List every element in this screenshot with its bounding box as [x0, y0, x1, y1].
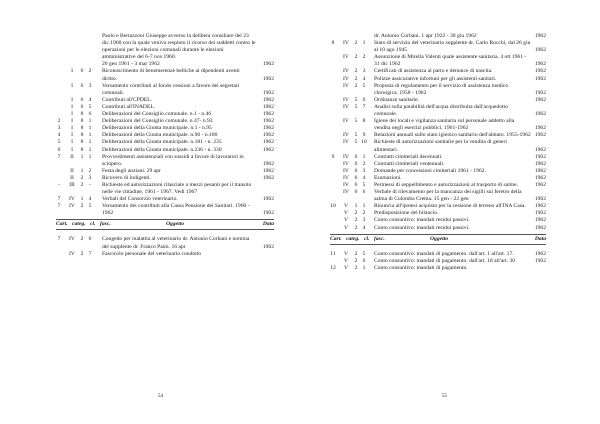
- entry-cl: 8: [80, 125, 84, 132]
- entry-subject: 20 gen 1961 - 3 mar 1962: [102, 61, 160, 68]
- entry-categ: IV: [343, 103, 349, 110]
- header-cl: cl.: [364, 235, 370, 242]
- entry-cl: 2: [354, 250, 358, 257]
- entry-subject: Assunzione di Mirella Valenti quale assistente sanitaria. 4 ott 1961 - 31 dic 1962: [374, 54, 527, 68]
- entry-fasc: 7: [362, 103, 366, 110]
- page-number-left: 54: [158, 394, 163, 399]
- entry-subject: Festa degli anziani. 29 apr: [102, 167, 161, 174]
- header-oggetto: Oggetto: [430, 235, 449, 242]
- entry-row: [330, 33, 546, 40]
- entry-row: [56, 83, 274, 97]
- entry-categ: IV: [343, 160, 349, 167]
- entry-subject: Deliberazioni della Giunta municipale. n.1 - n.95: [102, 125, 212, 132]
- entry-date: 1962: [262, 167, 274, 174]
- entry-categ: I: [71, 96, 73, 103]
- entry-row: [56, 182, 274, 196]
- entry-row: [56, 139, 274, 146]
- entry-row: [330, 203, 546, 210]
- entry-subject: Polizze assicurative infortuni per gli assistenti sanitari.: [374, 75, 497, 82]
- entry-date: 1962: [534, 33, 546, 39]
- entry-date: 1962: [534, 146, 546, 153]
- entry-cart: 7: [57, 196, 61, 203]
- entry-fasc: 4: [362, 174, 366, 181]
- entry-cl: 6: [80, 96, 84, 103]
- entry-fasc: 6: [362, 257, 366, 264]
- entry-fasc: 1: [362, 40, 366, 47]
- entry-fasc: 6: [88, 111, 92, 118]
- entry-subject: Rinuncia all'ipotesi acquisto per la cessione di terreno all'INA Casa.: [374, 203, 526, 210]
- entry-subject: Richieste di autorizzazioni sanitarie per la vendita di generi alimentari.: [374, 139, 507, 153]
- right-column-header: [330, 234, 546, 245]
- entry-row: [330, 97, 546, 104]
- entry-subject: Contratti cimiteriali ventennali.: [374, 160, 445, 167]
- header-categ: categ.: [72, 221, 86, 228]
- entry-row: [330, 258, 546, 265]
- entry-fasc: 1: [88, 153, 92, 160]
- entry-fasc: 1: [88, 125, 92, 132]
- entry-row: [330, 265, 546, 272]
- entry-fasc: 6: [362, 189, 366, 196]
- entry-row: [330, 175, 546, 182]
- entry-date: 1962: [534, 61, 546, 68]
- entry-cl: 6: [354, 174, 358, 181]
- entry-cl: 2: [80, 174, 84, 181]
- entry-subject: Versamento contributi al fondo cessioni a favore dei segretari comunali.: [102, 82, 240, 96]
- entry-categ: I: [71, 125, 73, 132]
- entry-cl: 2: [354, 217, 358, 224]
- entry-fasc: 2: [362, 54, 366, 61]
- entry-row: [56, 97, 274, 104]
- entry-cart: 7: [57, 203, 61, 210]
- entry-cl: 2: [354, 210, 358, 217]
- entry-row: [330, 168, 546, 175]
- entry-subject: Riconoscimento di benemerenze belliche ai dipendenti aventi diritto.: [102, 68, 240, 82]
- entry-fasc: 1: [88, 118, 92, 125]
- entry-categ: IV: [69, 250, 75, 257]
- entry-categ: I: [71, 132, 73, 139]
- entry-subject: Certificati di assistenza al parto e denunce di nascita.: [374, 68, 493, 75]
- entry-row: [330, 83, 546, 97]
- entry-fasc: 5: [88, 103, 92, 110]
- entry-subject: Verbali del Consorzio veterinario.: [102, 196, 178, 203]
- entry-fasc: 1: [362, 203, 366, 210]
- entry-categ: IV: [69, 236, 75, 243]
- entry-row: [56, 104, 274, 111]
- entry-subject: Verbale di rilevamento per la mancanza dei sigilli sul feretro della salma di Colomba Crema. 15 gen - 22 gen: [374, 189, 522, 203]
- entry-categ: I: [71, 118, 73, 125]
- entry-cl: 2: [80, 250, 84, 257]
- left-entries: [56, 33, 274, 217]
- entry-date: 1962: [262, 210, 274, 217]
- entry-date: 1962: [534, 132, 546, 139]
- entry-cl: 8: [80, 146, 84, 153]
- entry-subject: Proposta di regolamento per il servizio di assistenza medico chirurgica. 1958 - 1962: [374, 82, 509, 96]
- entry-row: [56, 168, 274, 175]
- entry-subject: Igiene dei locali e vigilanza sanitaria sul personale addetto alla vendita negli esercizi pubblici. 1961-1962: [374, 118, 515, 132]
- entry-cl: 2: [354, 40, 358, 47]
- entry-date: 1962: [262, 146, 274, 153]
- entry-cart: 10: [330, 203, 336, 210]
- entry-cl: 6: [80, 82, 84, 89]
- entry-cart: 5: [57, 139, 61, 146]
- entry-date: 1962: [534, 111, 546, 118]
- entry-subject: Conto consuntivo: mandati di pagamento. dall'art. 18 all'art. 30: [374, 257, 516, 264]
- entry-subject: Versamento dei contributi alla Cassa Pensione dei Sanitari. 1960 - 1962: [102, 203, 250, 217]
- entry-cl: 5: [354, 132, 358, 139]
- entry-categ: IV: [343, 139, 349, 146]
- entry-date: 1962: [262, 75, 274, 82]
- entry-date: 1962: [534, 153, 546, 160]
- entry-row: [330, 251, 546, 258]
- entry-date: 1962: [534, 210, 546, 217]
- entry-date: 1962: [534, 196, 546, 203]
- entry-row: [330, 182, 546, 189]
- entry-categ: IV: [343, 118, 349, 125]
- entry-fasc: 1: [88, 146, 92, 153]
- entry-categ: IV: [343, 96, 349, 103]
- entry-categ: II: [70, 167, 74, 174]
- entry-row: [330, 104, 546, 118]
- entry-subject: Fascicolo personale del veterinario condotto: [102, 250, 202, 257]
- entry-subject: Deliberazioni della Giunta municipale. n.96 - n.180: [102, 132, 218, 139]
- entry-categ: V: [343, 203, 349, 210]
- entry-date: 1962: [262, 103, 274, 110]
- entry-row: [330, 76, 546, 83]
- entry-row: [56, 251, 274, 258]
- right-entries: [330, 33, 546, 232]
- entry-fasc: 4: [362, 224, 366, 231]
- entry-fasc: 3: [362, 217, 366, 224]
- entry-cl: 6: [354, 189, 358, 196]
- entry-date: 1962: [262, 132, 274, 139]
- entry-subject: Contributi all'INADEL.: [102, 103, 156, 110]
- entry-subject: Domande per concessioni cimiteriali 1961 - 1962.: [374, 167, 487, 174]
- entry-categ: I: [71, 82, 73, 89]
- entry-categ: V: [343, 224, 349, 231]
- entry-cart: 9: [331, 153, 335, 160]
- entry-categ: IV: [343, 174, 349, 181]
- entry-categ: IV: [343, 82, 349, 89]
- entry-fasc: 5: [362, 181, 366, 188]
- entry-row: [330, 210, 546, 217]
- entry-cl: 1: [80, 153, 84, 160]
- entry-cl: 2: [354, 264, 358, 271]
- entry-cl: 6: [354, 160, 358, 167]
- entry-row: [330, 189, 546, 203]
- entry-cart: 3: [57, 125, 61, 132]
- entry-date: 1962: [534, 257, 546, 264]
- entry-fasc: -: [89, 181, 91, 188]
- entry-row: [56, 118, 274, 125]
- entry-fasc: 3: [88, 174, 92, 181]
- entry-cl: 2: [354, 257, 358, 264]
- entry-cl: 1: [80, 196, 84, 203]
- entry-subject: Esumazioni.: [374, 174, 402, 181]
- entry-cl: 2: [354, 54, 358, 61]
- entry-subject: Stato di servizio del veterinario supplente dr. Carlo Rocchi, dal 26 giu al 10 ago 1945: [374, 40, 531, 54]
- header-oggetto: Oggetto: [166, 221, 185, 228]
- entry-row: [56, 33, 274, 61]
- entry-categ: V: [343, 257, 349, 264]
- entry-fasc: 1: [88, 132, 92, 139]
- entry-cart: 6: [57, 146, 61, 153]
- entry-date: 1962: [534, 250, 546, 257]
- entry-cl: 5: [354, 139, 358, 146]
- entry-row: [330, 68, 546, 75]
- page-number-right: 55: [442, 394, 447, 399]
- entry-categ: IV: [343, 75, 349, 82]
- header-cart: Cart.: [56, 221, 68, 228]
- entry-subject: Permessi di seppellimento e autorizzazioni al trasporto di salme.: [374, 181, 518, 188]
- entry-subject: Contratti cimiteriali decennali.: [374, 153, 443, 160]
- entry-date: 1962: [534, 96, 546, 103]
- entry-categ: II: [70, 153, 74, 160]
- entry-cart: 8: [331, 40, 335, 47]
- entry-date: 1962: [262, 125, 274, 132]
- entry-subject: Congedo per malattia al veterinario dr. Antonio Corbani e nomina del supplente dr. Franco Paini. 16 apr: [102, 236, 250, 250]
- entry-fasc: 5: [362, 82, 366, 89]
- entry-date: 1962: [262, 160, 274, 167]
- entry-date: 1962: [534, 181, 546, 188]
- entry-date: 1962: [262, 243, 274, 250]
- entry-date: 1962: [534, 217, 546, 224]
- entry-fasc: 8: [362, 118, 366, 125]
- entry-subject: Conto consuntivo: mandati di pagamento. dall'art. 1 all'art. 17.: [374, 250, 514, 257]
- left-page: [56, 33, 274, 258]
- entry-row: [330, 154, 546, 161]
- entry-row: [330, 139, 546, 153]
- entry-date: 1962: [534, 68, 546, 75]
- entry-categ: IV: [343, 132, 349, 139]
- entry-categ: V: [343, 210, 349, 217]
- entry-date: 1962: [262, 111, 274, 118]
- entry-subject: Ricovero di indigenti.: [102, 174, 151, 181]
- entry-fasc: 1: [362, 153, 366, 160]
- entry-date: 1962: [534, 125, 546, 132]
- entry-cl: 2: [354, 68, 358, 75]
- right-entries-continued: [330, 251, 546, 272]
- entry-fasc: 6: [88, 236, 92, 243]
- entry-fasc: 3: [362, 167, 366, 174]
- entry-categ: IV: [343, 181, 349, 188]
- entry-cl: 6: [354, 181, 358, 188]
- entry-cl: 8: [80, 132, 84, 139]
- entry-date: 1962: [534, 167, 546, 174]
- entry-date: 1962: [262, 61, 274, 68]
- header-fasc: fasc.: [100, 221, 111, 228]
- entry-row: [56, 147, 274, 154]
- entry-row: [56, 125, 274, 132]
- entry-categ: IV: [343, 153, 349, 160]
- entry-cl: 2: [80, 181, 84, 188]
- entry-subject: Contributi all'CPDEL.: [102, 96, 153, 103]
- entry-row: [330, 118, 546, 132]
- entry-categ: V: [343, 217, 349, 224]
- entry-row: [56, 111, 274, 118]
- entry-cl: 6: [354, 167, 358, 174]
- entry-cl: 8: [80, 139, 84, 146]
- entry-row: [330, 132, 546, 139]
- entry-row: [56, 68, 274, 82]
- entry-categ: IV: [343, 40, 349, 47]
- entry-categ: III: [69, 181, 75, 188]
- entry-cl: 6: [80, 103, 84, 110]
- entry-subject: Deliberazioni della Giunta municipale. n.181 - n. 235: [102, 139, 222, 146]
- entry-cl: 5: [354, 103, 358, 110]
- entry-row: [56, 236, 274, 250]
- entry-date: 1962: [262, 118, 274, 125]
- entry-date: 1962: [262, 196, 274, 203]
- entry-date: 1962: [534, 160, 546, 167]
- entry-date: 1962: [534, 47, 546, 54]
- entry-row: [56, 132, 274, 139]
- entry-fasc: 5: [88, 203, 92, 210]
- entry-categ: I: [71, 111, 73, 118]
- header-fasc: fasc.: [374, 235, 385, 242]
- entry-row: [330, 225, 546, 232]
- entry-subject: Predisposizione del bilancio.: [374, 210, 439, 217]
- entry-cl: 6: [80, 68, 84, 75]
- entry-subject: Conto consuntivo: mandati residui passivi.: [374, 217, 470, 224]
- entry-categ: II: [70, 174, 74, 181]
- entry-subject: Paolo e Bertazzoni Giuseppe avverso la delibera consiliare del 23 dic.1960 con la quale veniva respinto il ricorso dei suddetti contro le operazioni per le elezioni comunali durante le elezioni amministrative del 6-7 nov.1960.: [102, 33, 256, 61]
- entry-cl: 1: [80, 167, 84, 174]
- entry-row: [56, 175, 274, 182]
- entry-fasc: 6: [362, 96, 366, 103]
- entry-categ: IV: [343, 54, 349, 61]
- entry-subject: Deliberazioni della Giunta municipale. n.236 - n. 330: [102, 146, 222, 153]
- entry-fasc: 2: [88, 68, 92, 75]
- header-categ: categ.: [346, 235, 360, 242]
- entry-subject: Analisi sulla potabilità dell'acqua distribuita dall'acquedotto comunale.: [374, 103, 508, 118]
- header-data: Data: [534, 235, 546, 242]
- entry-cart: 11: [330, 250, 336, 257]
- entry-subject: Relazioni annuali sullo stato igienico sanitario dell'abitato. 1955-1962: [374, 132, 531, 139]
- entry-row: [330, 54, 546, 68]
- entry-date: 1962: [534, 224, 546, 231]
- entry-cl: 2: [80, 236, 84, 243]
- right-page: [330, 33, 546, 272]
- entry-cl: 2: [354, 75, 358, 82]
- entry-cl: 2: [354, 82, 358, 89]
- entry-cl: 2: [80, 203, 84, 210]
- entry-date: 1962: [262, 96, 274, 103]
- entry-cl: 5: [354, 96, 358, 103]
- entry-cart: 2: [57, 118, 61, 125]
- entry-fasc: 4: [88, 96, 92, 103]
- entry-categ: I: [71, 103, 73, 110]
- entry-row: [56, 61, 274, 68]
- entry-row: [56, 196, 274, 203]
- entry-fasc: 5: [362, 250, 366, 257]
- entry-categ: IV: [69, 203, 75, 210]
- entry-cl: 1: [354, 203, 358, 210]
- entry-row: [330, 40, 546, 54]
- entry-cl: 5: [354, 118, 358, 125]
- entry-cart: 4: [57, 132, 61, 139]
- entry-subject: dr. Antonio Corbani. 1 apr 1922 - 30 giu 1962: [374, 33, 477, 39]
- entry-date: 1962: [534, 75, 546, 82]
- entry-fasc: 2: [362, 210, 366, 217]
- entry-date: 1962: [534, 203, 546, 210]
- entry-fasc: 4: [362, 75, 366, 82]
- entry-date: 1962: [262, 89, 274, 96]
- entry-subject: Deliberazioni del Consiglio comunale. n.1 - n.46: [102, 111, 212, 118]
- entry-row: [330, 217, 546, 224]
- entry-categ: V: [343, 250, 349, 257]
- entry-fasc: 7: [88, 250, 92, 257]
- entry-categ: IV: [343, 167, 349, 174]
- entry-categ: IV: [343, 68, 349, 75]
- header-data: Data: [262, 221, 274, 228]
- entry-categ: IV: [343, 189, 349, 196]
- entry-fasc: 1: [88, 139, 92, 146]
- entry-fasc: 3: [362, 68, 366, 75]
- entry-categ: IV: [69, 196, 75, 203]
- entry-row: [56, 154, 274, 168]
- header-cart: Cart.: [330, 235, 342, 242]
- entry-fasc: 2: [362, 160, 366, 167]
- entry-subject: Richieste ed autorizzazioni rilasciate a mezzi pesanti per il transito nelle vie cittadine, 1961 - 1967. Vedi 1967: [102, 181, 252, 196]
- entry-date: 1962: [262, 174, 274, 181]
- entry-categ: I: [71, 68, 73, 75]
- entry-categ: V: [343, 264, 349, 271]
- entry-date: 1962: [534, 174, 546, 181]
- entry-subject: Conto consuntivo: mandati di pagamento.: [374, 264, 468, 271]
- left-entries-continued: [56, 236, 274, 257]
- entry-subject: Ordinanze sanitarie.: [374, 96, 420, 103]
- entry-cl: 8: [80, 118, 84, 125]
- entry-fasc: 4: [88, 196, 92, 203]
- header-cl: cl.: [90, 221, 96, 228]
- entry-cl: 2: [354, 224, 358, 231]
- entry-date: 1962: [262, 139, 274, 146]
- entry-cart: 12: [330, 264, 336, 271]
- entry-cart: 7: [57, 153, 61, 160]
- entry-row: [56, 203, 274, 217]
- entry-fasc: 1: [362, 264, 366, 271]
- entry-fasc: 10: [361, 139, 367, 146]
- entry-cart: 7: [57, 236, 61, 243]
- entry-cl: 8: [80, 111, 84, 118]
- entry-cl: 6: [354, 153, 358, 160]
- entry-fasc: 9: [362, 132, 366, 139]
- entry-date: 1962: [534, 89, 546, 96]
- entry-fasc: 3: [88, 82, 92, 89]
- entry-subject: Provvedimenti assistenziali con sussidi a favore di lavoratori in sciopero.: [102, 153, 244, 167]
- entry-subject: Deliberazioni del Consiglio comunale. n.47- n.93: [102, 118, 213, 125]
- entry-cart: -: [58, 181, 60, 188]
- entry-fasc: 2: [88, 167, 92, 174]
- entry-categ: I: [71, 146, 73, 153]
- entry-categ: I: [71, 139, 73, 146]
- entry-row: [330, 161, 546, 168]
- left-column-header: [56, 219, 274, 230]
- entry-subject: Conto consuntivo: mandati residui passivi.: [374, 224, 470, 231]
